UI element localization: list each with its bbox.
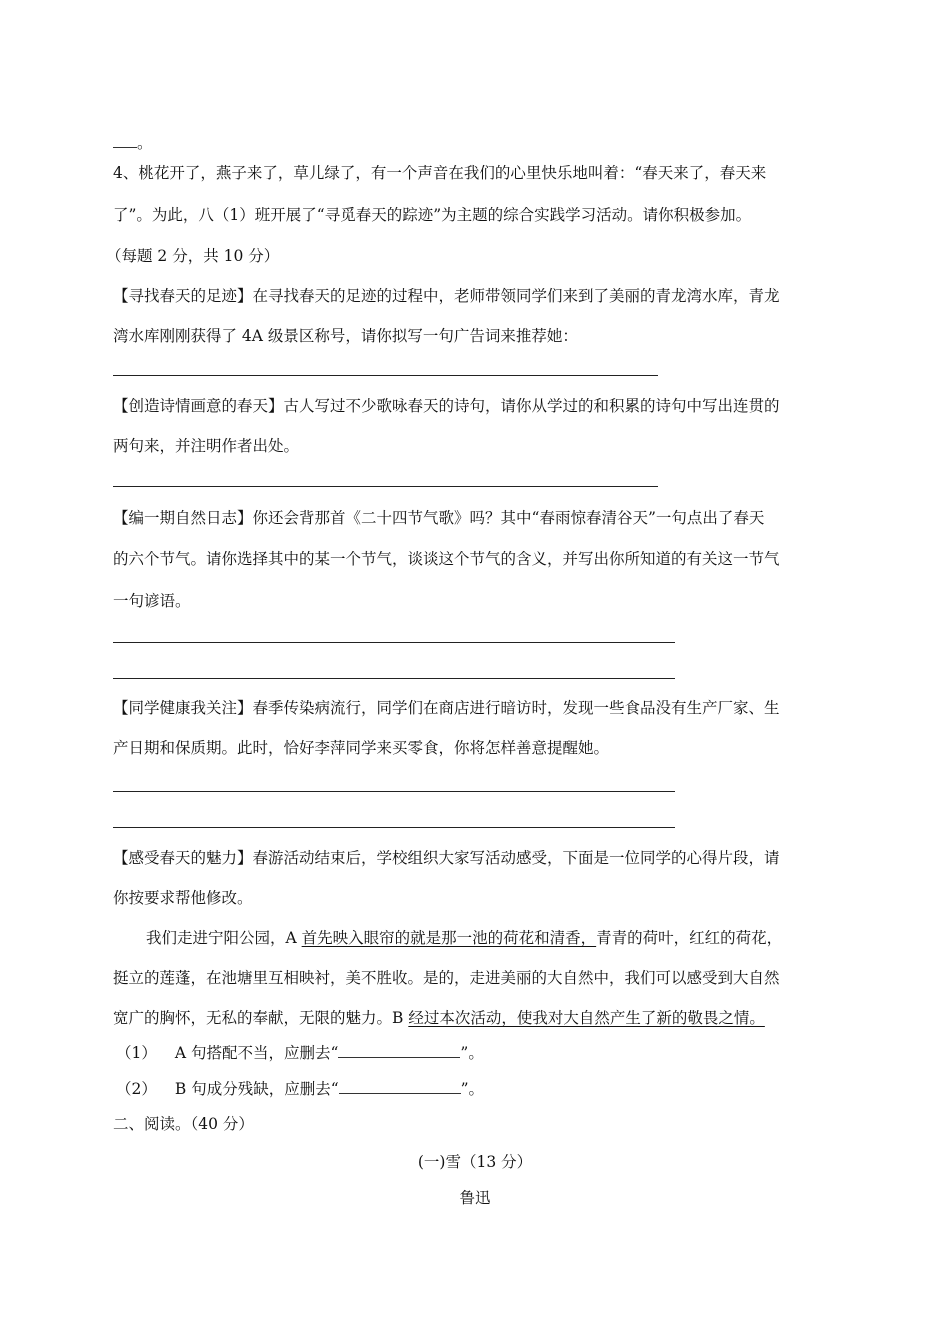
answer-line[interactable] [113,827,675,828]
answer-line[interactable] [113,642,675,643]
section2-title: 【创造诗情画意的春天】 [113,397,284,415]
section4-title: 【同学健康我关注】 [113,699,253,717]
article-title: (一)雪（13 分） [417,1153,533,1171]
sentence-a: 首先映入眼帘的就是那一池的荷花和清香， [301,929,597,947]
section2-line1: 【创造诗情画意的春天】古人写过不少歌咏春天的诗句，请你从学过的和积累的诗句中写出连贯的 [113,397,780,415]
answer-blank[interactable] [338,1043,460,1058]
sub-question-2: （2） B 句成分残缺，应删去“ ”。 [116,1080,485,1098]
passage-line2: 挺立的莲蓬，在池塘里互相映衬，美不胜收。是的，走进美丽的大自然中，我们可以感受到大自然 [113,969,780,987]
section4-line2: 产日期和保质期。此时，恰好李萍同学来买零食，你将怎样善意提醒她。 [113,739,610,757]
passage-line3: 宽广的胸怀，无私的奉献，无限的魅力。B 经过本次活动，使我对大自然产生了新的敬畏之情。 [113,1009,765,1027]
section5-line1: 【感受春天的魅力】春游活动结束后，学校组织大家写活动感受，下面是一位同学的心得片段，请 [113,849,780,867]
q4-score: （每题 2 分，共 10 分） [106,247,280,265]
answer-line[interactable] [113,678,675,679]
section1-line1: 【寻找春天的足迹】在寻找春天的足迹的过程中，老师带领同学们来到了美丽的青龙湾水库，青龙 [113,287,780,305]
answer-line[interactable] [113,791,675,792]
answer-line[interactable] [113,375,658,376]
q4-line1: 4、桃花开了，燕子来了，草儿绿了，有一个声音在我们的心里快乐地叫着：“春天来了，春天来 [113,164,767,182]
section3-line1: 【编一期自然日志】你还会背那首《二十四节气歌》吗？其中“春雨惊春清谷天”一句点出了春天 [113,509,765,527]
answer-blank[interactable] [339,1079,461,1094]
sentence-b: 经过本次活动，使我对大自然产生了新的敬畏之情。 [408,1009,765,1027]
answer-line[interactable] [113,486,658,487]
q4-line2: 了”。为此，八（1）班开展了“寻觅春天的踪迹”为主题的综合实践学习活动。请你积极参加。 [113,206,752,224]
section4-line1: 【同学健康我关注】春季传染病流行，同学们在商店进行暗访时，发现一些食品没有生产厂家、生 [113,699,780,717]
section1-line2: 湾水库刚刚获得了 4A 级景区称号，请你拟写一句广告词来推荐她： [113,327,578,345]
section2-line2: 两句来，并注明作者出处。 [113,437,300,455]
section3-title: 【编一期自然日志】 [113,509,253,527]
sub-question-1: （1） A 句搭配不当，应删去“ ”。 [116,1044,484,1062]
prev-question-end: 。 [113,133,153,153]
passage-line1: 我们走进宁阳公园，A 首先映入眼帘的就是那一池的荷花和清香，青青的荷叶，红红的荷花， [146,929,783,947]
answer-blank [113,135,137,148]
section3-line3: 一句谚语。 [113,592,191,610]
article-author: 鲁迅 [459,1189,491,1207]
section5-title: 【感受春天的魅力】 [113,849,253,867]
section1-title: 【寻找春天的足迹】 [113,287,253,305]
section3-line2: 的六个节气。请你选择其中的某一个节气，谈谈这个节气的含义，并写出你所知道的有关这一节气 [113,550,780,568]
section5-line2: 你按要求帮他修改。 [113,889,253,907]
part2-heading: 二、阅读。（40 分） [113,1115,254,1133]
